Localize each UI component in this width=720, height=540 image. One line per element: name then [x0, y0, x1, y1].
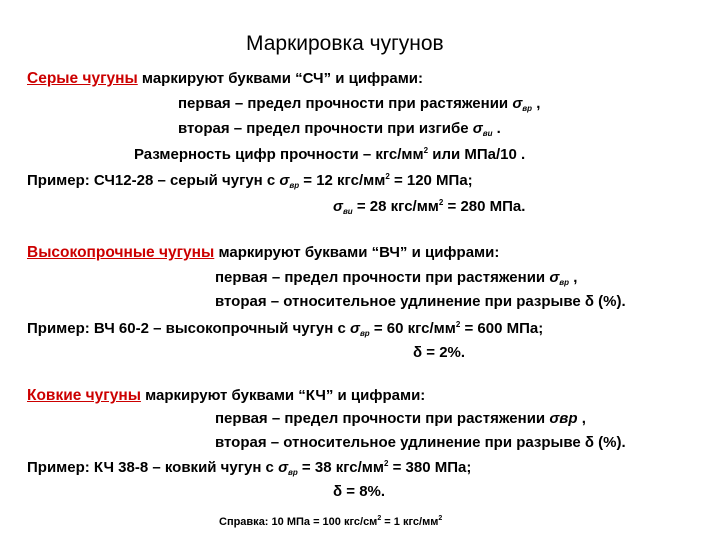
superscript: 2 [455, 320, 461, 329]
superscript: 2 [383, 459, 389, 468]
malleable-first-text: первая – предел прочности при растяжении [215, 410, 546, 427]
note-text: Справка: 10 МПа = 100 кгс/см [219, 516, 378, 528]
gray-example-line [27, 172, 473, 190]
gray-second-text: вторая – предел прочности при изгибе [178, 120, 469, 137]
punctuation: , [536, 95, 541, 112]
sigma-subscript: ви [342, 207, 353, 216]
high-heading: Высокопрочные чугуны [27, 244, 215, 261]
gray-second-line [178, 120, 501, 138]
example-text: Пример: СЧ12-28 – серый чугун с [27, 172, 276, 189]
dimension-text-end: или МПа/10 . [432, 146, 526, 163]
sigma-symbol: σ [278, 459, 289, 476]
high-first-line [215, 269, 577, 287]
gray-example-second-line [333, 198, 525, 216]
high-second-line: вторая – относительное удлинение при разрыве δ (%). [215, 293, 626, 310]
malleable-intro: маркируют буквами “КЧ” и цифрами: [145, 387, 426, 404]
example-value: = 60 кгс/мм [373, 320, 456, 337]
sigma-symbol: σ [333, 198, 343, 215]
example-value-end: = 120 МПа; [393, 172, 473, 189]
malleable-example-line [27, 459, 471, 477]
example-value-end: = 600 МПа; [464, 320, 544, 337]
sigma-subscript: вр [359, 329, 370, 338]
superscript: 2 [438, 515, 443, 522]
malleable-first-line [215, 410, 586, 427]
malleable-heading: Ковкие чугуны [27, 387, 141, 404]
gray-first-line [178, 95, 540, 113]
punctuation: . [496, 120, 501, 137]
sigma-symbol: σ [279, 172, 290, 189]
high-first-text: первая – предел прочности при растяжении [215, 269, 546, 286]
example-value: = 38 кгс/мм [301, 459, 384, 476]
example-value: = 28 кгс/мм [356, 198, 439, 215]
high-example-line [27, 320, 543, 338]
gray-heading: Серые чугуны [27, 70, 138, 87]
malleable-intro-line [27, 387, 425, 405]
high-intro: маркируют буквами “ВЧ” и цифрами: [218, 244, 500, 261]
superscript: 2 [377, 515, 382, 522]
gray-intro: маркируют буквами “СЧ” и цифрами: [141, 70, 424, 87]
malleable-example-second-line: δ = 8%. [333, 483, 386, 500]
high-intro-line [27, 244, 499, 262]
sigma-subscript: вр [522, 104, 533, 113]
superscript: 2 [438, 198, 444, 207]
example-value: = 12 кгс/мм [303, 172, 386, 189]
superscript: 2 [385, 172, 390, 181]
gray-intro-line [27, 70, 423, 88]
gray-first-text: первая – предел прочности при растяжении [178, 95, 509, 112]
page-title: Маркировка чугунов [246, 32, 444, 55]
sigma-subscript: вр [288, 468, 298, 477]
sigma-symbol: σвр [549, 410, 578, 427]
sigma-symbol: σ [512, 95, 523, 112]
example-text: Пример: КЧ 38-8 – ковкий чугун с [27, 459, 274, 476]
dimension-text: Размерность цифр прочности – кгс/мм [134, 146, 424, 163]
malleable-second-line: вторая – относительное удлинение при разрыве δ (%). [215, 434, 626, 451]
sigma-subscript: ви [482, 129, 493, 138]
superscript: 2 [423, 146, 429, 155]
example-text: Пример: ВЧ 60-2 – высокопрочный чугун с [27, 320, 346, 337]
sigma-symbol: σ [549, 269, 560, 286]
sigma-symbol: σ [349, 320, 360, 337]
sigma-subscript: вр [559, 278, 570, 287]
punctuation: , [581, 410, 586, 427]
sigma-symbol: σ [472, 120, 483, 137]
sigma-subscript: вр [289, 181, 300, 190]
note-text-mid: = 1 кгс/мм [384, 516, 439, 528]
high-example-second-line: δ = 2%. [413, 344, 466, 361]
example-value-end: = 380 МПа; [392, 459, 472, 476]
reference-note [219, 515, 442, 528]
gray-dimension-line [134, 146, 525, 163]
example-value-end: = 280 МПа. [447, 198, 526, 215]
punctuation: , [573, 269, 578, 286]
